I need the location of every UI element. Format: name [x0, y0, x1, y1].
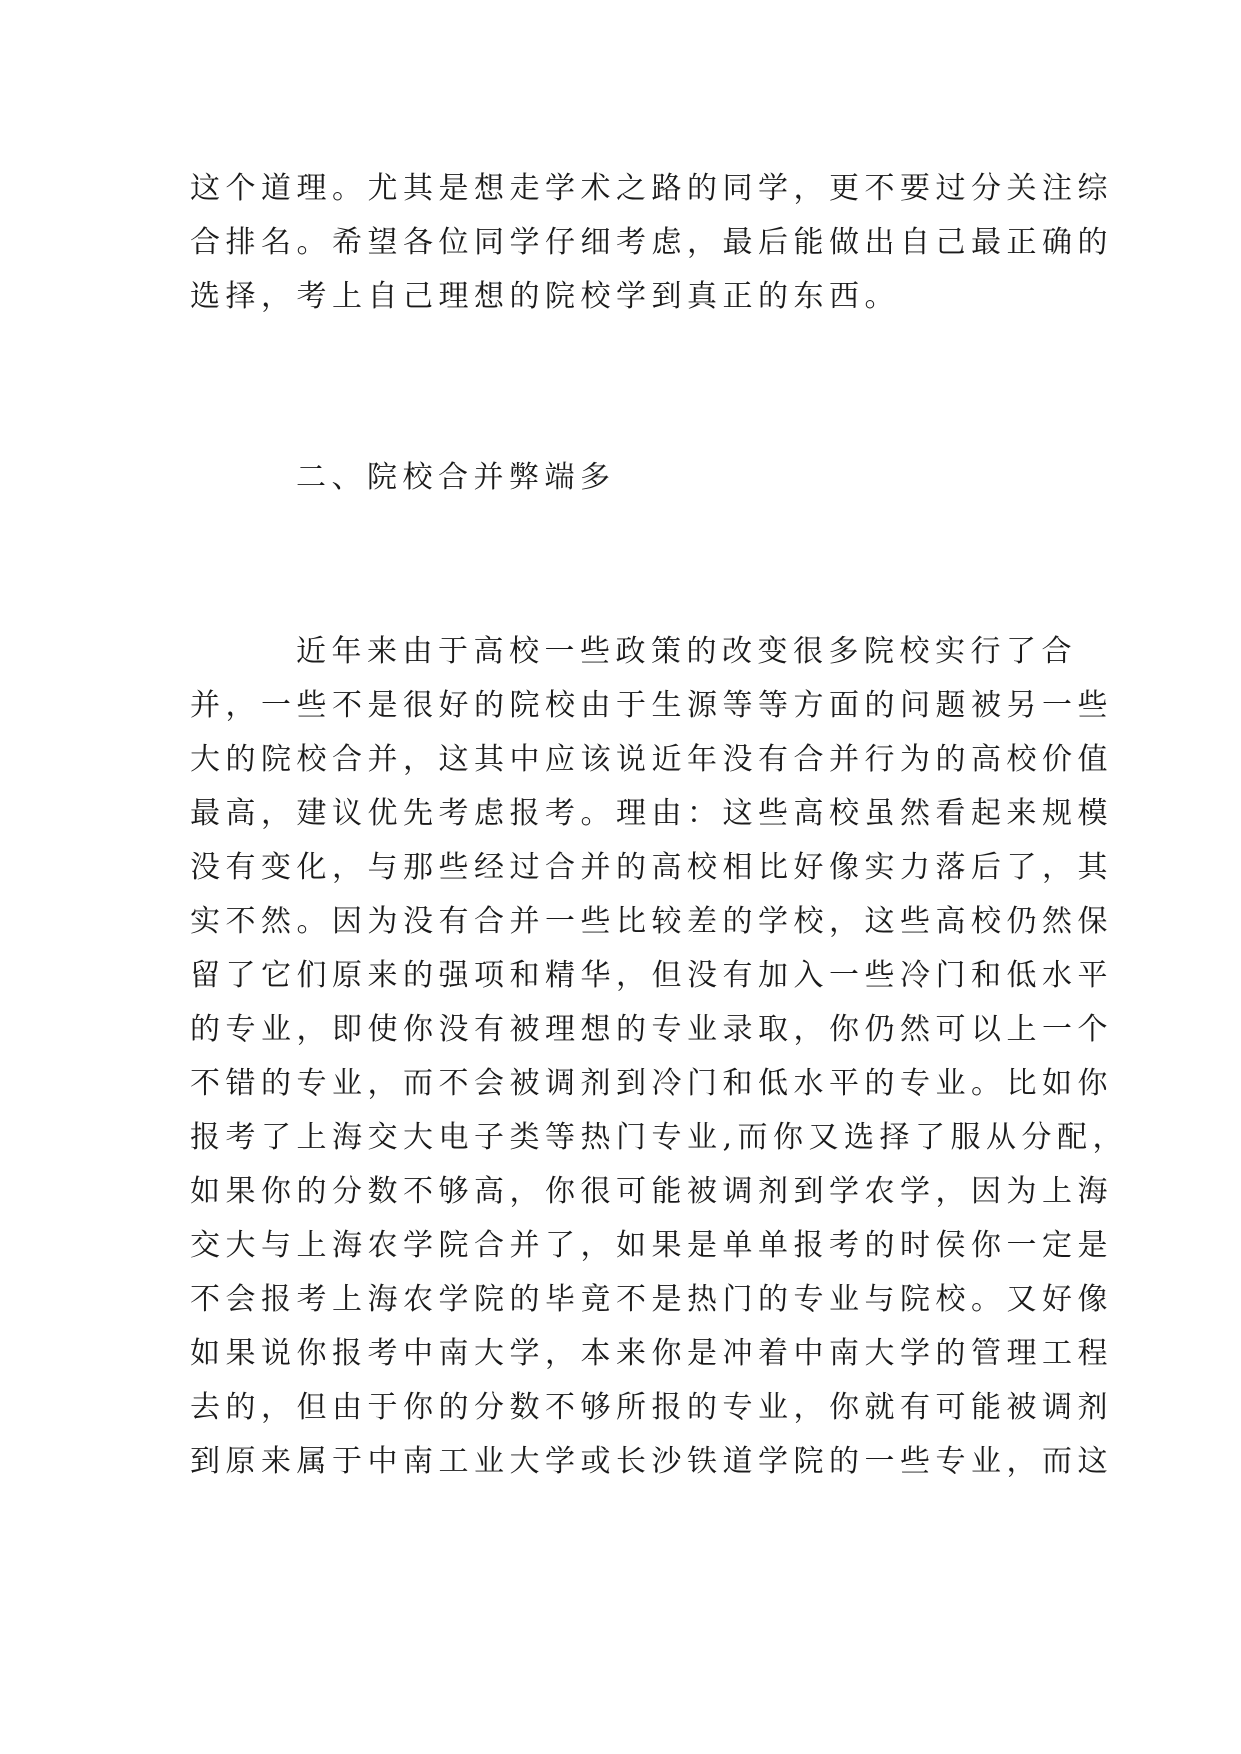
paragraph-continued — [190, 162, 1113, 324]
paragraph-line: 到原来属于中南工业大学或长沙铁道学院的一些专业，而这 — [190, 1444, 1113, 1479]
paragraph-line: 不会报考上海农学院的毕竟不是热门的专业与院校。又好像 — [190, 1282, 1113, 1317]
paragraph-line: 交大与上海农学院合并了，如果是单单报考的时侯你一定是 — [190, 1228, 1113, 1263]
paragraph-line: 的专业，即使你没有被理想的专业录取，你仍然可以上一个 — [190, 1012, 1113, 1047]
paragraph-line: 这个道理。尤其是想走学术之路的同学，更不要过分关注综 — [190, 171, 1113, 206]
paragraph-line: 大的院校合并，这其中应该说近年没有合并行为的高校价值 — [190, 742, 1113, 777]
paragraph-line: 并，一些不是很好的院校由于生源等等方面的问题被另一些 — [190, 688, 1113, 723]
paragraph-line: 选择，考上自己理想的院校学到真正的东西。 — [190, 279, 900, 314]
paragraph-line: 留了它们原来的强项和精华，但没有加入一些冷门和低水平 — [190, 958, 1113, 993]
paragraph-line: 去的，但由于你的分数不够所报的专业，你就有可能被调剂 — [190, 1390, 1113, 1425]
paragraph-line: 实不然。因为没有合并一些比较差的学校，这些高校仍然保 — [190, 904, 1113, 939]
paragraph-line: 报考了上海交大电子类等热门专业,而你又选择了服从分配， — [190, 1120, 1129, 1155]
paragraph-line: 最高，建议优先考虑报考。理由：这些高校虽然看起来规模 — [190, 796, 1113, 831]
paragraph-line: 如果你的分数不够高，你很可能被调剂到学农学，因为上海 — [190, 1174, 1113, 1209]
paragraph-line: 如果说你报考中南大学，本来你是冲着中南大学的管理工程 — [190, 1336, 1113, 1371]
paragraph-merger — [190, 625, 1129, 1489]
paragraph-line: 没有变化，与那些经过合并的高校相比好像实力落后了，其 — [190, 850, 1113, 885]
paragraph-line: 合排名。希望各位同学仔细考虑，最后能做出自己最正确的 — [190, 225, 1113, 260]
paragraph-line: 近年来由于高校一些政策的改变很多院校实行了合 — [296, 634, 1077, 669]
section-heading: 二、院校合并弊端多 — [296, 460, 616, 495]
paragraph-line: 不错的专业，而不会被调剂到冷门和低水平的专业。比如你 — [190, 1066, 1113, 1101]
